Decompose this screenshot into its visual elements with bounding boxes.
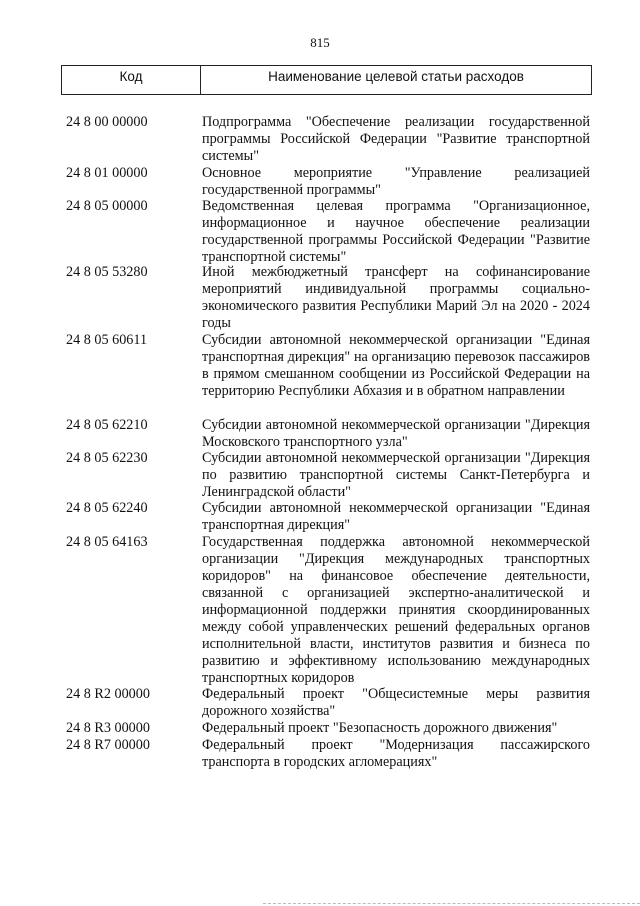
row-name: Ведомственная целевая программа "Организационное, информационное и научное обеспечение реализации государственной программы Российской Федерации "Развитие транспортной системы" <box>202 198 590 265</box>
row-code: 24 8 R2 00000 <box>66 686 150 702</box>
table-row <box>66 450 590 501</box>
header-code: Код <box>62 66 201 94</box>
table-row <box>66 500 590 534</box>
row-code: 24 8 05 64163 <box>66 534 148 550</box>
row-name: Субсидии автономной некоммерческой организации "Дирекция Московского транспортного узла" <box>202 417 590 450</box>
row-code: 24 8 05 00000 <box>66 198 148 214</box>
row-code: 24 8 00 00000 <box>66 114 148 130</box>
row-name: Субсидии автономной некоммерческой организации "Единая транспортная дирекция" <box>202 500 590 533</box>
row-code: 24 8 05 60611 <box>66 332 148 348</box>
table-row <box>66 534 590 687</box>
row-name: Субсидии автономной некоммерческой организации "Дирекция по развитию транспортной системы Санкт-Петербурга и Ленинградской области" <box>202 450 590 500</box>
row-code: 24 8 01 00000 <box>66 165 148 181</box>
table-row <box>66 165 590 199</box>
row-name: Федеральный проект "Модернизация пассажирского транспорта в городских агломерациях" <box>202 737 590 770</box>
page-number: 815 <box>310 35 330 50</box>
row-code: 24 8 R7 00000 <box>66 737 150 753</box>
table-row <box>66 114 590 165</box>
header-name: Наименование целевой статьи расходов <box>268 69 524 84</box>
table-row <box>66 737 590 771</box>
table-row <box>66 417 590 451</box>
row-name: Федеральный проект "Общесистемные меры развития дорожного хозяйства" <box>202 686 590 719</box>
row-name: Государственная поддержка автономной некоммерческой организации "Дирекция международных транспортных коридоров" на финансовое обеспечение деятельности, связанной с организацией экспертно-аналитической и информационной поддержки принятия скоординированных между собой управленческих решений федеральных органов исполнительной власти, институтов развития и бизнеса по развитию и эффективному использованию международных транспортных коридоров <box>202 534 590 686</box>
row-code: 24 8 05 62210 <box>66 417 148 433</box>
table-row <box>66 686 590 720</box>
row-name: Подпрограмма "Обеспечение реализации государственной программы Российской Федерации "Развитие транспортной системы" <box>202 114 590 164</box>
row-code: 24 8 05 62230 <box>66 450 148 466</box>
row-name: Иной межбюджетный трансферт на софинансирование мероприятий индивидуальной программы социально-экономического развития Республики Марий Эл на 2020 - 2024 годы <box>202 264 590 331</box>
row-code: 24 8 05 62240 <box>66 500 148 516</box>
row-name: Федеральный проект "Безопасность дорожного движения" <box>202 720 558 736</box>
table-row <box>66 264 590 332</box>
row-code: 24 8 05 53280 <box>66 264 148 280</box>
row-code: 24 8 R3 00000 <box>66 720 150 736</box>
row-name: Основное мероприятие "Управление реализацией государственной программы" <box>202 165 590 198</box>
table-row <box>66 198 590 266</box>
row-name: Субсидии автономной некоммерческой организации "Единая транспортная дирекция" на организацию перевозок пассажиров в прямом смешанном сообщении из Российской Федерации на территорию Республики Абхазия и в обратном направлении <box>202 332 590 399</box>
table-header <box>61 65 592 95</box>
table-row <box>66 720 590 737</box>
table-row <box>66 332 590 400</box>
